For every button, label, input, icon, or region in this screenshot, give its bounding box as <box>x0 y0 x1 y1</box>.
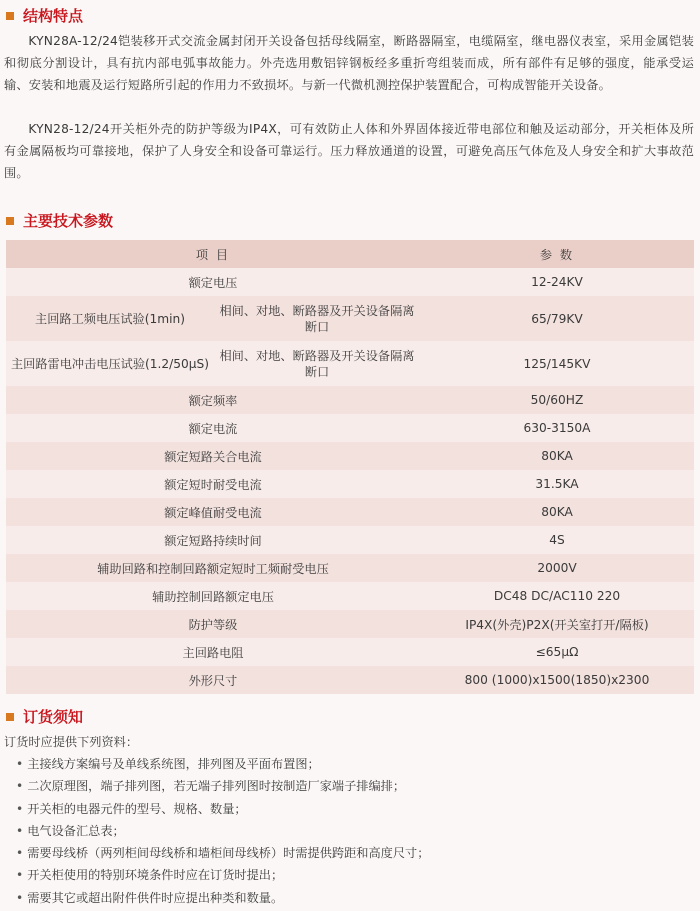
spec-value: 630-3150A <box>420 414 694 442</box>
spec-item: 额定峰值耐受电流 <box>6 498 420 526</box>
spec-item: 主回路工频电压试验(1min) <box>35 311 185 326</box>
table-row <box>6 268 694 296</box>
list-item: • 电气设备汇总表； <box>16 820 429 842</box>
list-item: • 开关柜的电器元件的型号、规格、数量； <box>16 798 429 820</box>
ordering-intro: 订货时应提供下列资料： <box>4 735 139 749</box>
spec-table-header <box>6 240 694 268</box>
specs-heading-text: 主要技术参数 <box>23 212 114 230</box>
ordering-list <box>16 753 429 909</box>
structure-paragraph-1: KYN28A-12/24铠装移开式交流金属封闭开关设备包括母线隔室，断路器隔室，电缆隔室，继电器仪表室，采用金属铠装和彻底分割设计，具有抗内部电弧事故能力。外壳选用敷铝锌钢板经多重折弯组装而成，所有部件有足够的强度，能承受运输、安装和地震及运行短路所引起的作用力不致损坏。与新一代微机测控保护装置配合，可构成智能开关设备。 <box>4 34 694 92</box>
section-heading-specs <box>6 210 113 231</box>
section-heading-structure <box>6 5 83 26</box>
spec-value: 50/60HZ <box>420 386 694 414</box>
table-row <box>6 442 694 470</box>
col-header-param: 参 数 <box>420 240 694 268</box>
spec-item-cell <box>6 296 420 341</box>
spec-value: ≤65μΩ <box>420 638 694 666</box>
list-item: • 需要母线桥（两列柜间母线桥和墙柜间母线桥）时需提供跨距和高度尺寸； <box>16 842 429 864</box>
table-row <box>6 470 694 498</box>
table-row <box>6 666 694 694</box>
table-row <box>6 386 694 414</box>
table-row <box>6 638 694 666</box>
spec-value: 80KA <box>420 498 694 526</box>
list-item: • 主接线方案编号及单线系统图，排列图及平面布置图； <box>16 753 429 775</box>
table-row <box>6 498 694 526</box>
spec-subitem: 相间、对地、断路器及开关设备隔离断口 <box>219 303 415 334</box>
spec-value: 65/79KV <box>420 296 694 341</box>
square-bullet-icon <box>6 713 14 721</box>
table-row <box>6 341 694 386</box>
spec-item: 额定电压 <box>6 268 420 296</box>
section-heading-ordering <box>6 706 83 727</box>
spec-item: 主回路雷电冲击电压试验(1.2/50μS) <box>10 356 210 371</box>
spec-item: 辅助控制回路额定电压 <box>6 582 420 610</box>
list-item: • 开关柜使用的特别环境条件时应在订货时提出； <box>16 864 429 886</box>
spec-value: IP4X(外壳)P2X(开关室打开/隔板) <box>420 610 694 638</box>
spec-item-cell <box>6 341 420 386</box>
spec-item: 额定短时耐受电流 <box>6 470 420 498</box>
square-bullet-icon <box>6 217 14 225</box>
table-row <box>6 582 694 610</box>
spec-item: 额定短路持续时间 <box>6 526 420 554</box>
structure-paragraph-2: KYN28-12/24开关柜外壳的防护等级为IP4X，可有效防止人体和外界固体接近带电部位和触及运动部分，开关柜体及所有金属隔板均可靠接地，保护了人身安全和设备可靠运行。压力释放通道的设置，可避免高压气体危及人身安全和扩大事故范围。 <box>4 122 694 180</box>
spec-item: 主回路电阻 <box>6 638 420 666</box>
spec-value: 12-24KV <box>420 268 694 296</box>
spec-item: 辅助回路和控制回路额定短时工频耐受电压 <box>6 554 420 582</box>
spec-item: 外形尺寸 <box>6 666 420 694</box>
table-row <box>6 526 694 554</box>
spec-table <box>6 240 694 694</box>
spec-value: 125/145KV <box>420 341 694 386</box>
col-header-item: 项 目 <box>6 240 420 268</box>
table-row <box>6 610 694 638</box>
spec-item: 额定电流 <box>6 414 420 442</box>
spec-item: 额定短路关合电流 <box>6 442 420 470</box>
table-row <box>6 296 694 341</box>
spec-value: 31.5KA <box>420 470 694 498</box>
table-row <box>6 554 694 582</box>
spec-value: 800 (1000)x1500(1850)x2300 <box>420 666 694 694</box>
list-item: • 二次原理图，端子排列图，若无端子排列图时按制造厂家端子排编排； <box>16 775 429 797</box>
spec-value: DC48 DC/AC110 220 <box>420 582 694 610</box>
table-row <box>6 414 694 442</box>
square-bullet-icon <box>6 12 14 20</box>
spec-value: 4S <box>420 526 694 554</box>
spec-value: 80KA <box>420 442 694 470</box>
spec-item: 额定频率 <box>6 386 420 414</box>
spec-subitem: 相间、对地、断路器及开关设备隔离断口 <box>219 348 415 379</box>
ordering-heading-text: 订货须知 <box>23 708 84 726</box>
spec-value: 2000V <box>420 554 694 582</box>
structure-heading-text: 结构特点 <box>23 7 84 25</box>
spec-item: 防护等级 <box>6 610 420 638</box>
list-item: • 需要其它或超出附件供件时应提出种类和数量。 <box>16 887 429 909</box>
